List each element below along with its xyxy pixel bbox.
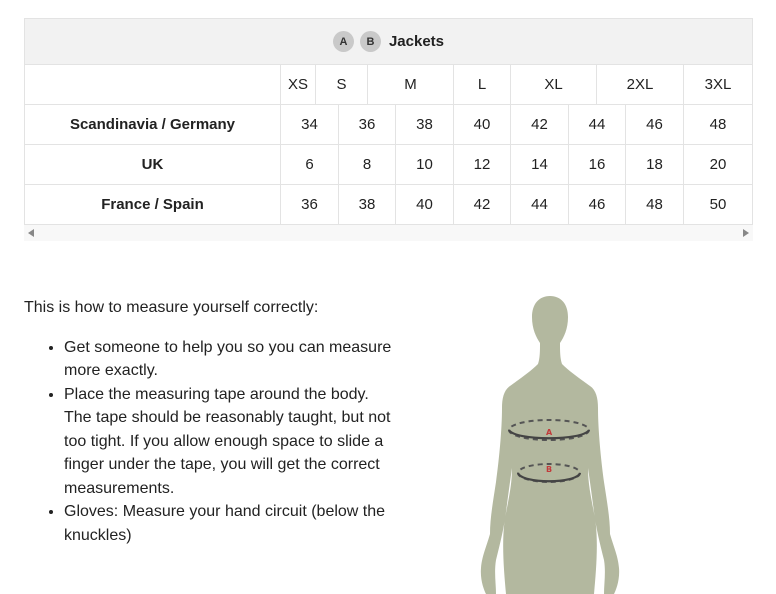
size-label: 2XL [596,65,683,104]
size-label: XS [280,65,315,104]
table-cell: 40 [395,185,453,224]
table-cell: 34 [280,105,338,144]
table-cell: 10 [395,145,453,184]
row-label: UK [141,156,164,173]
row-label: France / Spain [101,196,204,213]
table-row [24,185,753,225]
list-item: • Gloves: Measure your hand circuit (below the knuckles) [64,500,394,547]
size-table [24,18,753,241]
table-cell: 40 [453,105,510,144]
table-cell: 50 [683,185,752,224]
row-label: Scandinavia / Germany [69,116,236,133]
table-cell: 20 [683,145,752,184]
table-cell: 46 [625,105,683,144]
size-label: M [367,65,453,104]
table-cell: 14 [510,145,568,184]
size-label: L [453,65,510,104]
table-cell: 44 [568,105,625,144]
table-cell: 42 [510,105,568,144]
table-cell: 18 [625,145,683,184]
table-cell: 38 [338,185,395,224]
marker-label: A [546,428,553,437]
table-cell: 12 [453,145,510,184]
scroll-right-icon[interactable] [743,229,749,237]
table-header [24,18,753,65]
table-cell: 42 [453,185,510,224]
list-item: • Place the measuring tape around the body. The tape should be reasonably taught, but not too tight. If you allow enough space to slide a finger under the tape, you will get the correct measurements. [64,383,394,501]
body-silhouette-icon [470,290,630,594]
size-row-empty-cell [25,65,280,104]
size-label: 3XL [683,65,752,104]
size-label: S [315,65,367,104]
instructions-intro: This is how to measure yourself correctly: [24,299,319,316]
marker-label: B [546,465,553,474]
table-cell: 8 [338,145,395,184]
table-cell: 16 [568,145,625,184]
table-title: Jackets [388,33,445,50]
table-cell: 48 [625,185,683,224]
body-measurement-figure [470,290,630,594]
table-row [24,105,753,145]
scroll-left-icon[interactable] [28,229,34,237]
table-cell: 36 [280,185,338,224]
horizontal-scrollbar[interactable] [24,225,753,241]
instructions-list [24,336,394,548]
measuring-instructions [24,296,394,547]
table-row [24,145,753,185]
badge-b[interactable]: B [360,31,381,52]
list-item: • Get someone to help you so you can measure more exactly. [64,336,394,383]
size-label-row [24,65,753,105]
table-cell: 38 [395,105,453,144]
table-cell: 6 [280,145,338,184]
badge-a[interactable]: A [333,31,354,52]
table-cell: 48 [683,105,752,144]
table-cell: 36 [338,105,395,144]
size-label: XL [510,65,596,104]
table-cell: 44 [510,185,568,224]
table-cell: 46 [568,185,625,224]
